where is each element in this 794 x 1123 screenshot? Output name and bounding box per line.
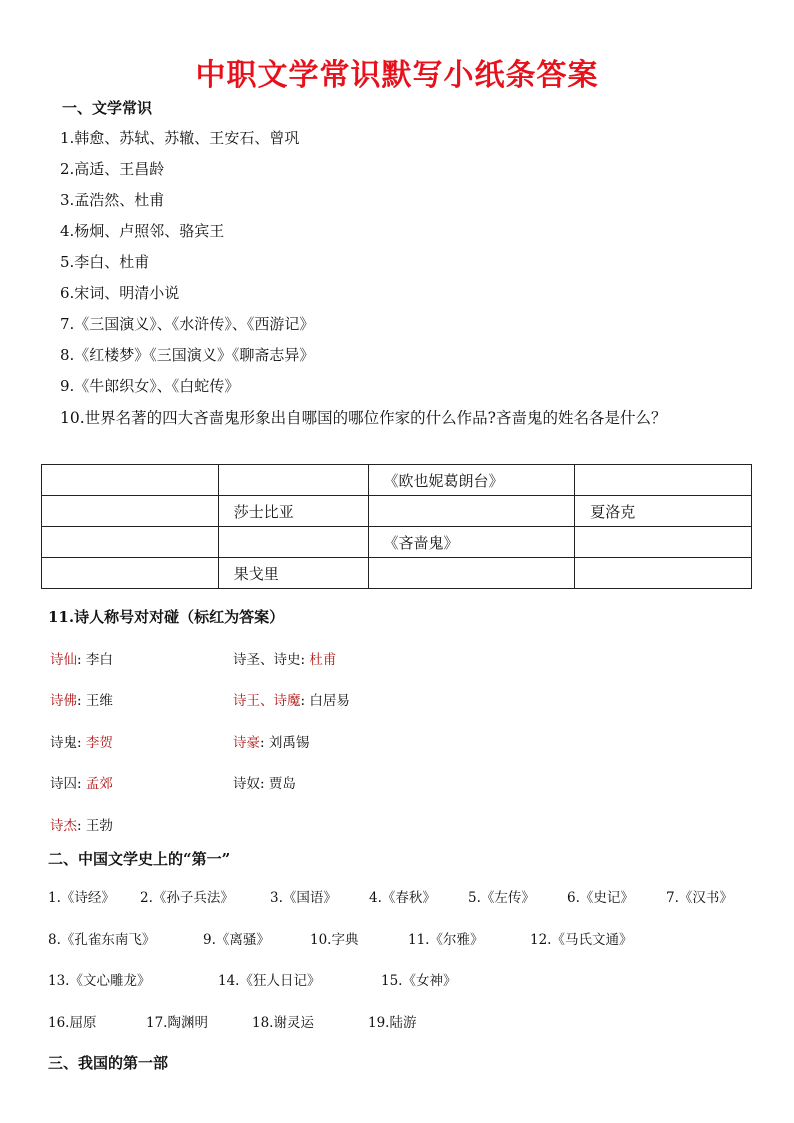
poet-pair: [50, 689, 113, 709]
poet-name: 李白: [85, 652, 113, 668]
list-item: 2.高适、王昌龄: [60, 160, 165, 178]
section11-heading: 11.诗人称号对对碰（标红为答案）: [48, 608, 285, 626]
list-item: 8.《红楼梦》《三国演义》《聊斋志异》: [60, 346, 315, 364]
poet-title: 诗囚: [50, 776, 77, 792]
table-cell: [218, 527, 368, 558]
list-item: 14.《狂人日记》: [218, 973, 321, 989]
list-item: 10.字典: [310, 932, 359, 948]
table-cell: [42, 527, 219, 558]
table-cell: [575, 558, 752, 589]
list-item: 15.《女神》: [381, 973, 457, 989]
poet-title: 诗杰: [50, 818, 77, 834]
poet-pair: [233, 772, 296, 792]
poet-pair: [233, 648, 336, 668]
list-item: 4.《春秋》: [369, 890, 436, 906]
separator: :: [77, 776, 86, 792]
poet-title: 诗圣、诗史: [233, 652, 301, 668]
table-cell: [42, 465, 219, 496]
list-item: 9.《牛郎织女》、《白蛇传》: [60, 377, 240, 395]
table-cell: 《吝啬鬼》: [368, 527, 575, 558]
section2-heading: 二、中国文学史上的“第一”: [48, 850, 231, 868]
table-cell: [42, 558, 219, 589]
separator: :: [77, 652, 86, 668]
table-row: [42, 527, 752, 558]
poet-name: 李贺: [85, 735, 113, 751]
list-item: 6.宋词、明清小说: [60, 284, 180, 302]
list-item: 7.《汉书》: [666, 890, 733, 906]
poet-pair: [233, 731, 309, 751]
misers-table: [41, 464, 752, 589]
table-cell: [368, 558, 575, 589]
poet-name: 杜甫: [309, 652, 337, 668]
poet-title: 诗鬼: [50, 735, 77, 751]
table-cell: [368, 496, 575, 527]
poet-pair: [233, 689, 350, 709]
poet-name: 白居易: [309, 693, 350, 709]
poet-name: 王勃: [85, 818, 113, 834]
list-item: 19.陆游: [368, 1015, 417, 1031]
table-row: [42, 465, 752, 496]
poet-name: 孟郊: [85, 776, 113, 792]
poet-title: 诗佛: [50, 693, 77, 709]
list-item: 3.孟浩然、杜甫: [60, 191, 165, 209]
separator: :: [260, 776, 269, 792]
list-item: 13.《文心雕龙》: [48, 973, 151, 989]
list-item: 5.《左传》: [468, 890, 535, 906]
list-item: 18.谢灵运: [252, 1015, 314, 1031]
list-item: 4.杨炯、卢照邻、骆宾王: [60, 222, 225, 240]
list-item: 9.《离骚》: [203, 932, 270, 948]
poet-name: 刘禹锡: [268, 735, 310, 751]
poet-title: 诗奴: [233, 776, 260, 792]
poet-name: 王维: [85, 693, 113, 709]
list-item: 16.屈原: [48, 1015, 97, 1031]
page-title: 中职文学常识默写小纸条答案: [195, 58, 599, 93]
poet-pair: [50, 731, 113, 751]
table-cell: 果戈里: [218, 558, 368, 589]
section3-heading: 三、我国的第一部: [48, 1054, 169, 1072]
table-cell: [42, 496, 219, 527]
section1-heading: 一、文学常识: [62, 99, 153, 117]
separator: :: [77, 735, 86, 751]
table-cell: 《欧也妮葛朗台》: [368, 465, 575, 496]
list-item: 8.《孔雀东南飞》: [48, 932, 156, 948]
question-10: 10.世界名著的四大吝啬鬼形象出自哪国的哪位作家的什么作品?吝啬鬼的姓名各是什么？: [60, 409, 667, 427]
separator: :: [300, 652, 310, 668]
list-item: 1.韩愈、苏轼、苏辙、王安石、曾巩: [60, 129, 300, 147]
poet-pair: [50, 772, 113, 792]
poet-pair: [50, 814, 113, 834]
table-cell: [575, 527, 752, 558]
list-item: 2.《孙子兵法》: [140, 890, 234, 906]
poet-name: 贾岛: [268, 776, 296, 792]
list-item: 12.《马氏文通》: [530, 932, 633, 948]
table-cell: [218, 465, 368, 496]
list-item: 3.《国语》: [270, 890, 337, 906]
table-cell: [575, 465, 752, 496]
table-row: [42, 496, 752, 527]
list-item: 7.《三国演义》、《水浒传》、《西游记》: [60, 315, 315, 333]
list-item: 6.《史记》: [567, 890, 634, 906]
poet-pair: [50, 648, 113, 668]
separator: :: [260, 735, 269, 751]
separator: :: [300, 693, 310, 709]
table-cell: 夏洛克: [575, 496, 752, 527]
separator: :: [77, 818, 86, 834]
table-cell: 莎士比亚: [218, 496, 368, 527]
list-item: 17.陶渊明: [146, 1015, 208, 1031]
poet-title: 诗豪: [233, 735, 260, 751]
poet-title: 诗王、诗魔: [233, 693, 301, 709]
separator: :: [77, 693, 86, 709]
poet-title: 诗仙: [50, 652, 77, 668]
list-item: 5.李白、杜甫: [60, 253, 150, 271]
list-item: 11.《尔雅》: [408, 932, 484, 948]
list-item: 1.《诗经》: [48, 890, 115, 906]
table-row: [42, 558, 752, 589]
